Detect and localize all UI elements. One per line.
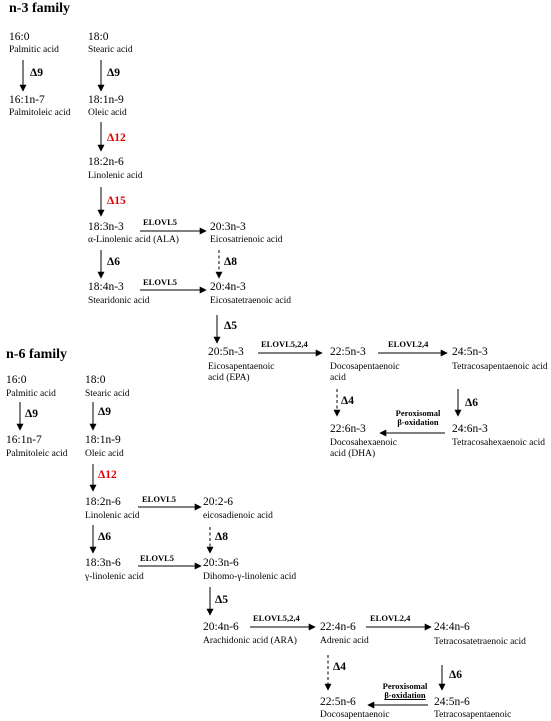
n3-tpa-name: Tetracosapentaenoic acid	[452, 362, 548, 372]
n3-delta6-b: Δ6	[465, 397, 478, 409]
n3-delta9-right: Δ9	[107, 67, 120, 79]
n6-tta-name: Tetracosatetraenoic acid	[434, 637, 526, 647]
n6-delta6-b: Δ6	[449, 669, 462, 681]
n3-peroxisomal-label	[383, 409, 453, 428]
n6-palmitic-code: 16:0	[6, 374, 27, 386]
n6-ara-name: Arachidonic acid (ARA)	[203, 636, 297, 646]
n3-dha-code: 22:6n-3	[330, 423, 366, 435]
n3-sda-name: Stearidonic acid	[88, 296, 150, 306]
n6-adr-name: Adrenic acid	[320, 636, 369, 646]
n6-stearic-code: 18:0	[85, 374, 106, 386]
n3-c204-code: 20:4n-3	[210, 281, 246, 293]
n3-c203-code: 20:3n-3	[210, 221, 246, 233]
n6-dpa-name: Docosapentaenoic	[320, 710, 390, 720]
n6-elovl5-label-b: ELOVL5	[140, 553, 175, 563]
n3-tpa-code: 24:5n-3	[452, 346, 488, 358]
n3-delta8: Δ8	[224, 256, 237, 268]
n3-peroxisomal-line1: Peroxisomal	[395, 408, 441, 418]
n6-peroxisomal-line2: β-oxidation	[384, 690, 426, 701]
n6-peroxisomal-line1: Peroxisomal	[382, 681, 428, 691]
n6-family-heading: n-6 family	[6, 347, 68, 362]
n3-elovl524-label: ELOVL5,2,4	[261, 339, 308, 349]
n6-adr-code: 22:4n-6	[320, 621, 356, 633]
n3-oleic-name: Oleic acid	[88, 108, 127, 118]
n6-tpa-code: 24:5n-6	[434, 696, 470, 708]
n3-sda-code: 18:4n-3	[88, 281, 124, 293]
n3-stearic-name: Stearic acid	[88, 45, 133, 55]
n6-palmitoleic-name: Palmitoleic acid	[6, 449, 68, 459]
n6-ara-code: 20:4n-6	[203, 621, 239, 633]
n6-la-code: 18:2n-6	[85, 496, 121, 508]
n3-delta15: Δ15	[107, 195, 126, 207]
n6-tpa-name: Tetracosapentaenoic	[434, 710, 512, 720]
n3-c204-name: Eicosatetraenoic acid	[210, 296, 291, 306]
n3-dpa-name: Docosapentaenoic acid	[330, 362, 400, 383]
n6-stearic-name: Stearic acid	[85, 389, 130, 399]
n6-la-name: Linolenic acid	[85, 511, 140, 521]
n3-dha-name: Docosahexaenoic acid (DHA)	[330, 438, 397, 459]
n6-elovl24-label: ELOVL2,4	[370, 613, 411, 623]
n6-oleic-name: Oleic acid	[85, 449, 124, 459]
n3-delta9-left: Δ9	[30, 67, 43, 79]
n6-peroxisomal-label	[368, 682, 442, 701]
n6-palmitoleic-code: 16:1n-7	[6, 434, 42, 446]
n6-dpa-code: 22:5n-6	[320, 696, 356, 708]
n3-ala-name: α-Linolenic acid (ALA)	[88, 235, 179, 245]
n3-delta4: Δ4	[341, 395, 354, 407]
n3-elovl24-label: ELOVL2,4	[388, 339, 429, 349]
n3-tha-name: Tetracosahexaenoic acid	[452, 438, 545, 448]
n6-c202-code: 20:2-6	[203, 496, 234, 508]
n3-linoleic-code: 18:2n-6	[88, 156, 124, 168]
n3-delta6-a: Δ6	[107, 256, 120, 268]
n6-delta6-a: Δ6	[98, 531, 111, 543]
n6-delta12: Δ12	[98, 469, 117, 481]
n3-tha-code: 24:6n-3	[452, 423, 488, 435]
n6-elovl5-label-a: ELOVL5	[142, 494, 177, 504]
n6-c202-name: eicosadienoic acid	[203, 511, 273, 521]
n3-palmitoleic-name: Palmitoleic acid	[9, 108, 71, 118]
n6-dgla-name: Dihomo-γ-linolenic acid	[203, 572, 297, 582]
n3-epa-name: Eicosapentaenoic acid (EPA)	[208, 362, 275, 383]
n3-delta12: Δ12	[107, 132, 126, 144]
n3-peroxisomal-line2: β-oxidation	[397, 417, 439, 428]
n3-elovl5-label-a: ELOVL5	[143, 217, 178, 227]
n6-oleic-code: 18:1n-9	[85, 434, 121, 446]
n3-oleic-code: 18:1n-9	[88, 94, 124, 106]
n6-delta9-left: Δ9	[25, 408, 38, 420]
n6-gla-code: 18:3n-6	[85, 557, 121, 569]
n3-c203-name: Eicosatrienoic acid	[210, 235, 283, 245]
n3-linoleic-name: Linolenic acid	[88, 171, 143, 181]
n3-delta5: Δ5	[224, 320, 237, 332]
n6-delta5: Δ5	[215, 594, 228, 606]
n3-elovl5-label-b: ELOVL5	[143, 277, 178, 287]
n3-family-heading: n-3 family	[9, 1, 71, 16]
n6-gla-name: γ-linolenic acid	[85, 572, 144, 582]
n3-palmitic-code: 16:0	[9, 31, 30, 43]
n3-palmitic-name: Palmitic acid	[9, 45, 59, 55]
n6-delta9-right: Δ9	[98, 406, 111, 418]
n3-ala-code: 18:3n-3	[88, 221, 124, 233]
n3-dpa-code: 22:5n-3	[330, 346, 366, 358]
n6-palmitic-name: Palmitic acid	[6, 389, 56, 399]
n6-dgla-code: 20:3n-6	[203, 557, 239, 569]
n6-delta8: Δ8	[215, 531, 228, 543]
n3-stearic-code: 18:0	[88, 31, 109, 43]
n6-tta-code: 24:4n-6	[434, 621, 470, 633]
n3-palmitoleic-code: 16:1n-7	[9, 94, 45, 106]
n6-elovl524-label: ELOVL5,2,4	[253, 613, 300, 623]
n3-epa-code: 20:5n-3	[208, 346, 244, 358]
n6-delta4: Δ4	[333, 661, 346, 673]
